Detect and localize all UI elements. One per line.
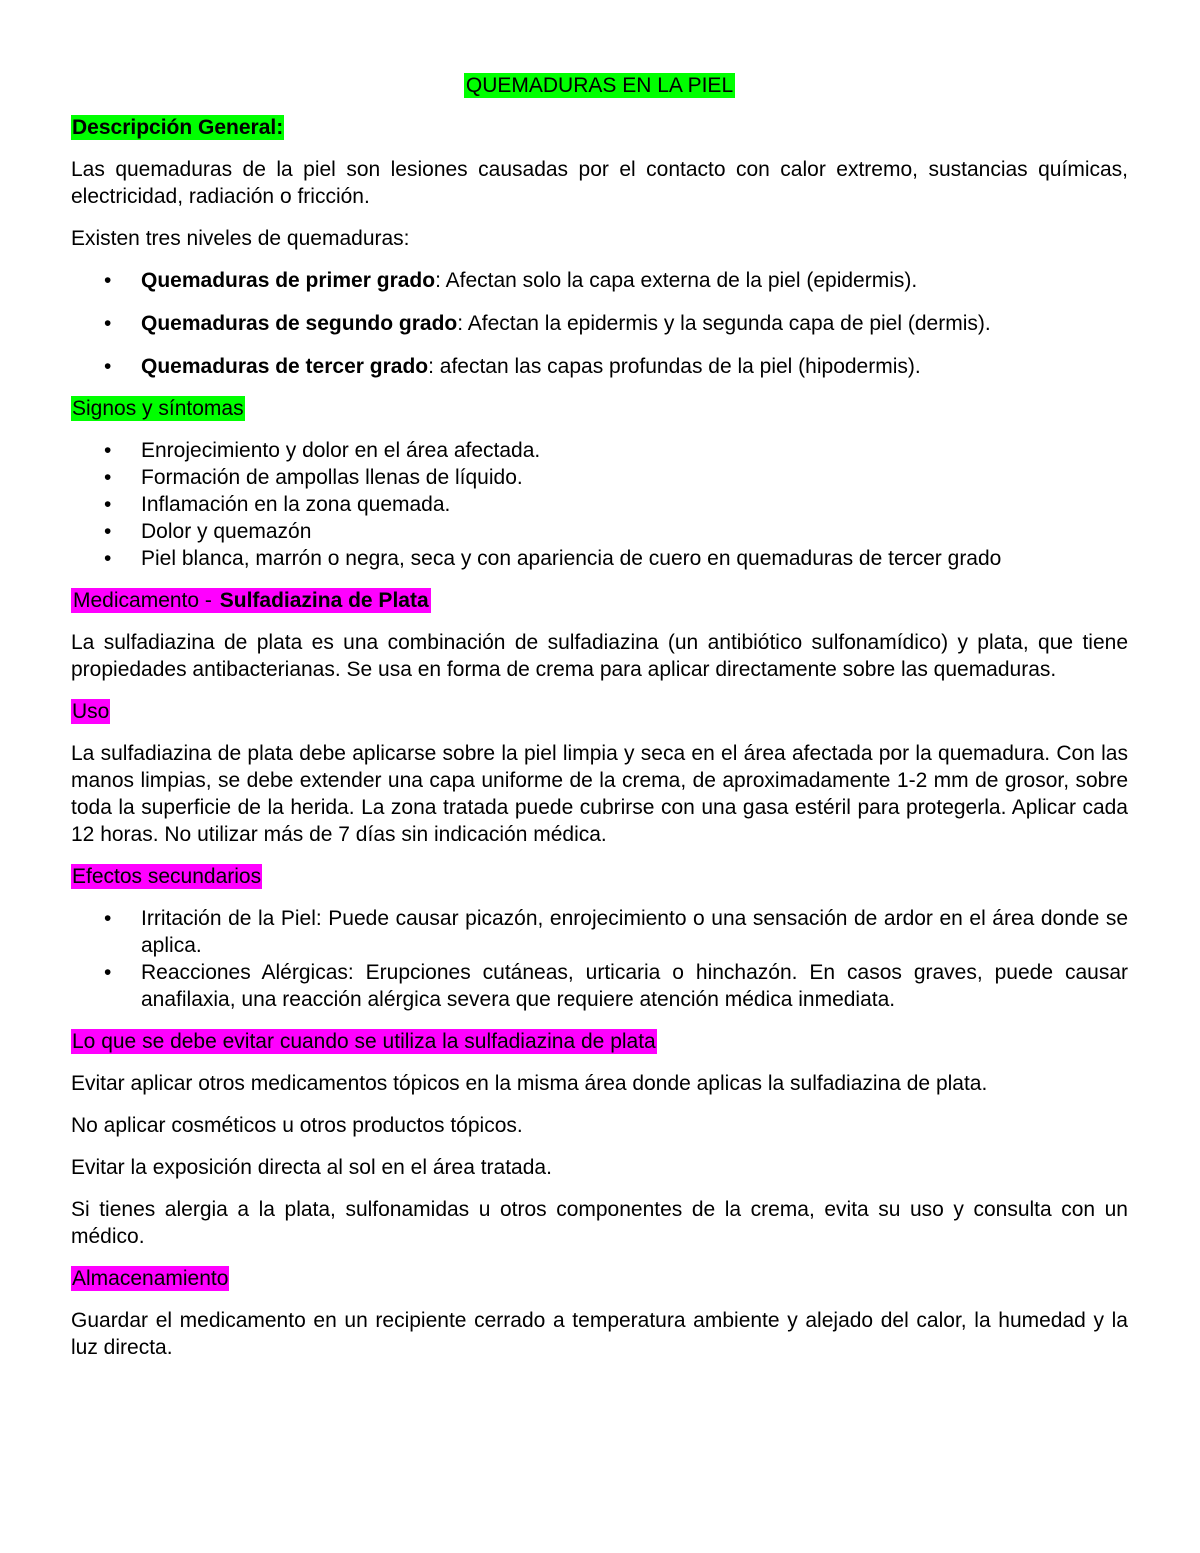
level-text: : Afectan solo la capa externa de la piel (epidermis).: [435, 269, 918, 292]
section-uso-heading: [71, 698, 1128, 726]
section-almacenamiento-heading: [71, 1265, 1128, 1293]
list-item: [71, 518, 1128, 545]
title-block: [71, 72, 1128, 100]
signo-text: Dolor y quemazón: [141, 520, 312, 543]
level-term: Quemaduras de segundo grado: [141, 312, 458, 335]
efecto-text: Reacciones Alérgicas: Erupciones cutáneas, urticaria o hinchazón. En casos graves, puede causar anafilaxia, una reacción alérgica severa que requiere atención médica inmediata.: [141, 961, 1128, 1011]
descripcion-intro-levels: Existen tres niveles de quemaduras:: [71, 227, 410, 250]
almacenamiento-paragraph: Guardar el medicamento en un recipiente cerrado a temperatura ambiente y alejado del calor, la humedad y la luz directa.: [71, 1309, 1128, 1359]
almacenamiento-heading: Almacenamiento: [72, 1267, 229, 1290]
level-text: : afectan las capas profundas de la piel (hipodermis).: [428, 355, 921, 378]
level-text: : Afectan la epidermis y la segunda capa de piel (dermis).: [457, 312, 991, 335]
evitar-paragraph: Evitar aplicar otros medicamentos tópicos en la misma área donde aplicas la sulfadiazina de plata.: [71, 1072, 988, 1095]
bullet-icon: •: [104, 547, 112, 570]
list-item: [71, 491, 1128, 518]
section-evitar-heading: [71, 1028, 1128, 1056]
evitar-paragraph: No aplicar cosméticos u otros productos tópicos.: [71, 1114, 523, 1137]
signo-text: Enrojecimiento y dolor en el área afectada.: [141, 439, 541, 462]
bullet-icon: •: [104, 439, 112, 462]
efectos-heading: Efectos secundarios: [72, 865, 262, 888]
signo-text: Formación de ampollas llenas de líquido.: [141, 466, 523, 489]
bullet-icon: •: [104, 312, 112, 335]
medicamento-paragraph: La sulfadiazina de plata es una combinación de sulfadiazina (un antibiótico sulfonamídico) y plata, que tiene propiedades antibacterianas. Se usa en forma de crema para aplicar directamente sobre las quemaduras.: [71, 631, 1128, 681]
efecto-text: Irritación de la Piel: Puede causar picazón, enrojecimiento o una sensación de ardor en el área donde se aplica.: [141, 907, 1128, 957]
bullet-icon: •: [104, 493, 112, 516]
bullet-icon: •: [104, 520, 112, 543]
section-medicamento-heading: [71, 587, 1128, 615]
list-item: [71, 959, 1128, 1013]
evitar-paragraph: Evitar la exposición directa al sol en el área tratada.: [71, 1156, 552, 1179]
list-item: [71, 353, 1128, 380]
bullet-icon: •: [104, 269, 112, 292]
list-item: [71, 905, 1128, 959]
page-title: QUEMADURAS EN LA PIEL: [465, 74, 734, 97]
list-item: [71, 267, 1128, 294]
section-descripcion-heading: [71, 114, 1128, 142]
efectos-list: [71, 905, 1128, 1013]
bullet-icon: •: [104, 355, 112, 378]
descripcion-heading: Descripción General:: [72, 116, 284, 139]
bullet-icon: •: [104, 907, 112, 930]
bullet-icon: •: [104, 961, 112, 984]
section-efectos-heading: [71, 863, 1128, 891]
section-signos-heading: [71, 395, 1128, 423]
signo-text: Inflamación en la zona quemada.: [141, 493, 451, 516]
descripcion-paragraph: Las quemaduras de la piel son lesiones causadas por el contacto con calor extremo, sustancias químicas, electricidad, radiación o fricción.: [71, 158, 1128, 208]
level-term: Quemaduras de tercer grado: [141, 355, 429, 378]
list-item: [71, 310, 1128, 337]
list-item: [71, 437, 1128, 464]
list-item: [71, 464, 1128, 491]
bullet-icon: •: [104, 466, 112, 489]
evitar-paragraph: Si tienes alergia a la plata, sulfonamidas u otros componentes de la crema, evita su uso y consulta con un médico.: [71, 1198, 1128, 1248]
uso-heading: Uso: [72, 700, 110, 723]
medicamento-heading-prefix: Medicamento -: [73, 589, 218, 612]
medicamento-heading-name: Sulfadiazina de Plata: [219, 589, 429, 612]
list-item: [71, 545, 1128, 572]
signo-text: Piel blanca, marrón o negra, seca y con apariencia de cuero en quemaduras de tercer grado: [141, 547, 1002, 570]
evitar-heading: Lo que se debe evitar cuando se utiliza la sulfadiazina de plata: [72, 1030, 656, 1053]
uso-paragraph: La sulfadiazina de plata debe aplicarse sobre la piel limpia y seca en el área afectada por la quemadura. Con las manos limpias, se debe extender una capa uniforme de la crema, de aproximadamente 1-2 mm de grosor, sobre toda la superficie de la herida. La zona tratada puede cubrirse con una gasa estéril para protegerla. Aplicar cada 12 horas. No utilizar más de 7 días sin indicación médica.: [71, 742, 1128, 846]
levels-list: [71, 267, 1128, 380]
signos-heading: Signos y síntomas: [72, 397, 244, 420]
signos-list: [71, 437, 1128, 572]
level-term: Quemaduras de primer grado: [141, 269, 436, 292]
medicamento-heading: [71, 588, 431, 613]
